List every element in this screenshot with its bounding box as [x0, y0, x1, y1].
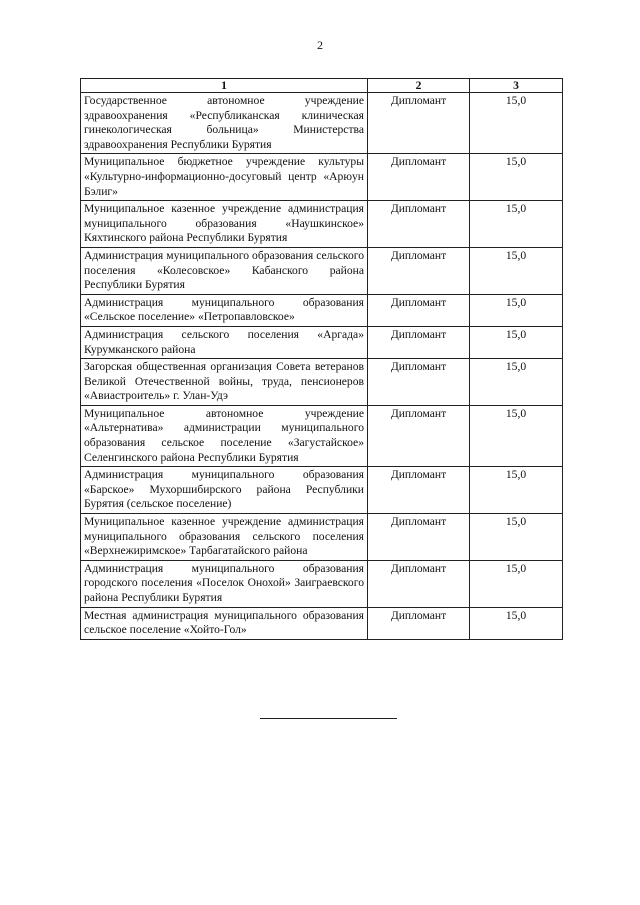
- organization-cell: Государственное автономное учреждение здравоохранения «Республиканская клиническая гинекологическая больница» Министерства здравоохранения Республики Бурятия: [81, 93, 368, 154]
- header-row: [81, 79, 563, 93]
- table-row: [81, 201, 563, 248]
- header-col-2: 2: [368, 79, 470, 93]
- award-cell: Дипломант: [368, 467, 470, 514]
- award-cell: Дипломант: [368, 294, 470, 326]
- score-cell: 15,0: [470, 201, 563, 248]
- organization-cell: Местная администрация муниципального образования сельское поселение «Хойто-Гол»: [81, 607, 368, 639]
- organization-cell: Администрация муниципального образования «Барское» Мухоршибирского района Республики Бурятия (сельское поселение): [81, 467, 368, 514]
- award-cell: Дипломант: [368, 201, 470, 248]
- score-cell: 15,0: [470, 467, 563, 514]
- table-row: [81, 514, 563, 561]
- table-row: [81, 467, 563, 514]
- organization-cell: Администрация муниципального образования «Сельское поселение» «Петропавловское»: [81, 294, 368, 326]
- award-cell: Дипломант: [368, 326, 470, 358]
- table-row: [81, 560, 563, 607]
- score-cell: 15,0: [470, 326, 563, 358]
- score-cell: 15,0: [470, 247, 563, 294]
- award-cell: Дипломант: [368, 154, 470, 201]
- organization-cell: Муниципальное казенное учреждение администрация муниципального образования сельского поселения «Верхнежиримское» Тарбагатайского района: [81, 514, 368, 561]
- award-cell: Дипломант: [368, 607, 470, 639]
- organization-cell: Администрация муниципального образования городского поселения «Поселок Онохой» Заиграевского района Республики Бурятия: [81, 560, 368, 607]
- score-cell: 15,0: [470, 560, 563, 607]
- score-cell: 15,0: [470, 154, 563, 201]
- table-row: [81, 247, 563, 294]
- score-cell: 15,0: [470, 93, 563, 154]
- header-col-1: 1: [81, 79, 368, 93]
- score-cell: 15,0: [470, 607, 563, 639]
- results-table: [80, 78, 563, 640]
- organization-cell: Администрация муниципального образования сельского поселения «Колесовское» Кабанского района Республики Бурятия: [81, 247, 368, 294]
- footer-divider: [260, 718, 397, 719]
- score-cell: 15,0: [470, 294, 563, 326]
- award-cell: Дипломант: [368, 359, 470, 406]
- award-cell: Дипломант: [368, 405, 470, 466]
- table-row: [81, 294, 563, 326]
- table-row: [81, 326, 563, 358]
- header-col-3: 3: [470, 79, 563, 93]
- organization-cell: Администрация сельского поселения «Аргада» Курумканского района: [81, 326, 368, 358]
- organization-cell: Муниципальное казенное учреждение администрация муниципального образования «Наушкинское» Кяхтинского района Республики Бурятия: [81, 201, 368, 248]
- score-cell: 15,0: [470, 514, 563, 561]
- table-row: [81, 607, 563, 639]
- table-row: [81, 93, 563, 154]
- award-cell: Дипломант: [368, 93, 470, 154]
- table-row: [81, 359, 563, 406]
- award-cell: Дипломант: [368, 514, 470, 561]
- award-cell: Дипломант: [368, 247, 470, 294]
- table-row: [81, 154, 563, 201]
- organization-cell: Муниципальное автономное учреждение «Альтернатива» администрации муниципального образования сельское поселение «Загустайское» Селенгинского района Республики Бурятия: [81, 405, 368, 466]
- award-cell: Дипломант: [368, 560, 470, 607]
- score-cell: 15,0: [470, 359, 563, 406]
- score-cell: 15,0: [470, 405, 563, 466]
- page-number: 2: [317, 38, 323, 52]
- table-row: [81, 405, 563, 466]
- organization-cell: Загорская общественная организация Совета ветеранов Великой Отечественной войны, труда, пенсионеров «Авиастроитель» г. Улан-Удэ: [81, 359, 368, 406]
- organization-cell: Муниципальное бюджетное учреждение культуры «Культурно-информационно-досуговый центр «Арюун Бэлиг»: [81, 154, 368, 201]
